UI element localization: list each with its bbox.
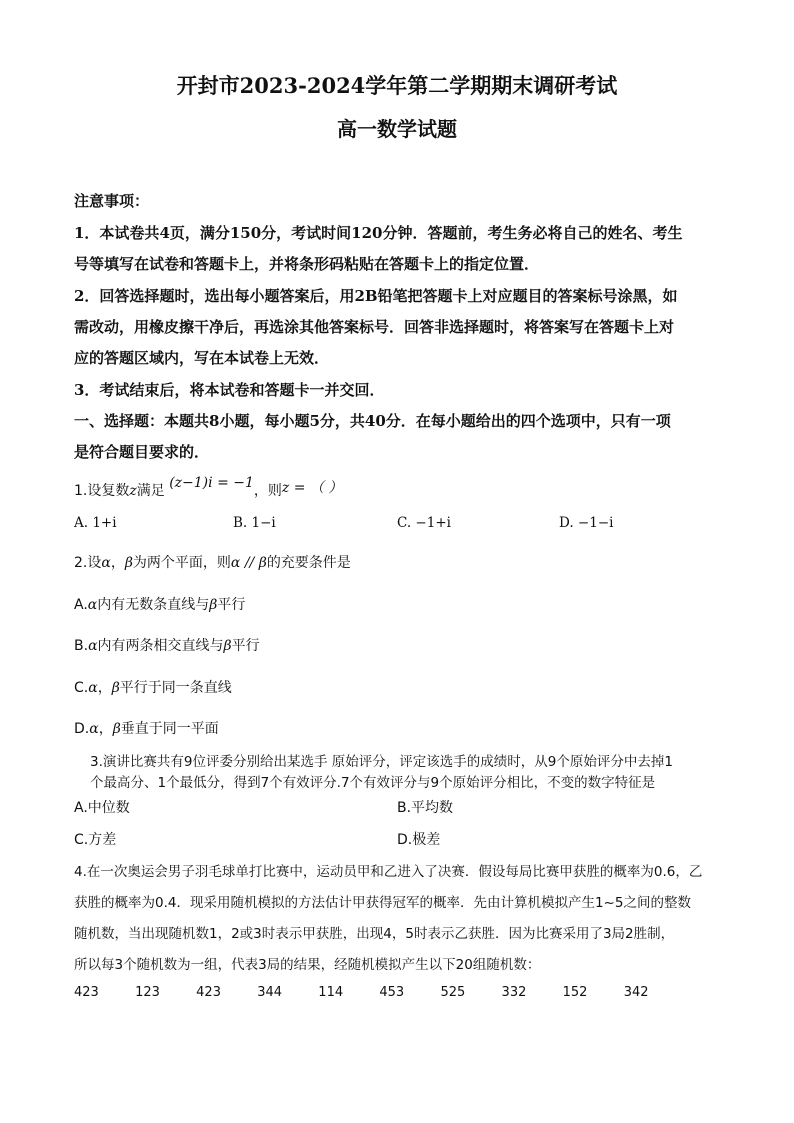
q1-ask: z = （ ） xyxy=(281,480,343,496)
note-2-line-1: 2．回答选择题时，选出每小题答案后，用2B铅笔把答题卡上对应题目的答案标号涂黑，如 xyxy=(74,287,678,305)
q2-a-end: 平行 xyxy=(217,597,246,613)
note-2-line-2: 需改动，用橡皮擦干净后，再选涂其他答案标号．回答非选择题时，将答案写在答题卡上对 xyxy=(74,318,675,336)
question-4-line-2: 获胜的概率为0.4．现采用随机模拟的方法估计甲获得冠军的概率．先由计算机模拟产生1~5之间的整数 xyxy=(74,895,691,911)
q2-a-beta: β xyxy=(209,597,218,613)
q2-a-mid: 内有无数条直线与 xyxy=(97,597,210,613)
q1-option-a: A. 1+i xyxy=(74,515,117,531)
q2-a-pre: A. xyxy=(74,597,88,613)
q3-option-b: B.平均数 xyxy=(397,800,454,816)
q2-mid: 为两个平面，则 xyxy=(132,555,231,571)
question-4-line-1: 4.在一次奥运会男子羽毛球单打比赛中，运动员甲和乙进入了决赛．假设每局比赛甲获胜的概率为0.6，乙 xyxy=(74,864,703,880)
q2-option-a xyxy=(74,594,245,614)
q2-sep: ， xyxy=(110,555,125,571)
random-number-list: 423 123 423 344 114 453 525 332 152 342 xyxy=(74,985,649,1000)
q3-option-c: C.方差 xyxy=(74,832,117,848)
section-1-heading: 一、选择题：本题共8小题，每小题5分，共40分．在每小题给出的四个选项中，只有一项 xyxy=(74,412,671,430)
q1-option-c: C. −1+i xyxy=(397,515,451,531)
note-2-line-3: 应的答题区域内，写在本试卷上无效． xyxy=(74,349,330,367)
q2-alpha: α xyxy=(101,555,111,571)
note-1-line-2: 号等填写在试卷和答题卡上，并将条形码粘贴在答题卡上的指定位置． xyxy=(74,255,540,273)
q2-b-end: 平行 xyxy=(231,638,260,654)
q2-prefix: 2.设 xyxy=(74,555,102,571)
q1-option-b: B. 1−i xyxy=(233,515,276,531)
q1-prefix: 1.设复数 xyxy=(74,483,130,499)
question-4-line-4: 所以每3个随机数为一组，代表3局的结果，经随机模拟产生以下20组随机数： xyxy=(74,957,541,973)
q2-d-beta: β xyxy=(112,721,121,737)
q2-d-end: 垂直于同一平面 xyxy=(120,721,219,737)
q1-var-z: z xyxy=(129,483,137,499)
exam-subtitle: 高一数学试题 xyxy=(337,117,457,141)
q2-suffix: 的充要条件是 xyxy=(266,555,351,571)
q2-option-b xyxy=(74,635,260,655)
q2-d-sep: ， xyxy=(98,721,113,737)
q2-d-pre: D. xyxy=(74,721,90,737)
q2-c-alpha: α xyxy=(88,680,98,696)
q2-d-alpha: α xyxy=(89,721,99,737)
q2-c-beta: β xyxy=(111,680,120,696)
q2-b-mid: 内有两条相交直线与 xyxy=(97,638,224,654)
q2-b-pre: B. xyxy=(74,638,89,654)
q2-b-beta: β xyxy=(223,638,232,654)
section-1-heading-cont: 是符合题目要求的． xyxy=(74,443,210,461)
q2-option-d xyxy=(74,718,219,738)
q3-option-d: D.极差 xyxy=(397,832,441,848)
question-2-stem xyxy=(74,552,351,572)
question-4-line-3: 随机数，当出现随机数1，2或3时表示甲获胜，出现4，5时表示乙获胜．因为比赛采用了3局2胜制， xyxy=(74,926,675,942)
q1-mid: 满足 xyxy=(136,483,165,499)
q2-a-alpha: α xyxy=(87,597,98,613)
notes-heading: 注意事项： xyxy=(74,192,150,210)
question-3-line-2: 个最高分、1个最低分，得到7个有效评分.7个有效评分与9个原始评分相比，不变的数字特征是 xyxy=(90,775,656,791)
q2-c-end: 平行于同一条直线 xyxy=(119,680,232,696)
q2-c-pre: C. xyxy=(74,680,89,696)
q1-suffix: ，则 xyxy=(253,483,282,499)
note-1-line-1: 1．本试卷共4页，满分150分，考试时间120分钟．答题前，考生务必将自己的姓名、考生 xyxy=(74,224,683,242)
q1-equation: (z−1)i = −1 xyxy=(169,475,254,491)
q2-beta: β xyxy=(124,555,133,571)
q1-option-d: D. −1−i xyxy=(559,515,614,531)
question-3-line-1: 3.演讲比赛共有9位评委分别给出某选手 原始评分，评定该选手的成绩时，从9个原始评分中去掉1 xyxy=(90,754,673,770)
q2-b-alpha: α xyxy=(88,638,98,654)
q3-option-a: A.中位数 xyxy=(74,800,130,816)
q2-c-sep: ， xyxy=(97,680,112,696)
question-1-stem xyxy=(74,475,343,500)
note-3-line-1: 3．考试结束后，将本试卷和答题卡一并交回． xyxy=(74,381,385,399)
q2-relation: α // β xyxy=(230,555,267,571)
exam-title: 开封市2023-2024学年第二学期期末调研考试 xyxy=(176,73,618,98)
q2-option-c xyxy=(74,677,232,697)
